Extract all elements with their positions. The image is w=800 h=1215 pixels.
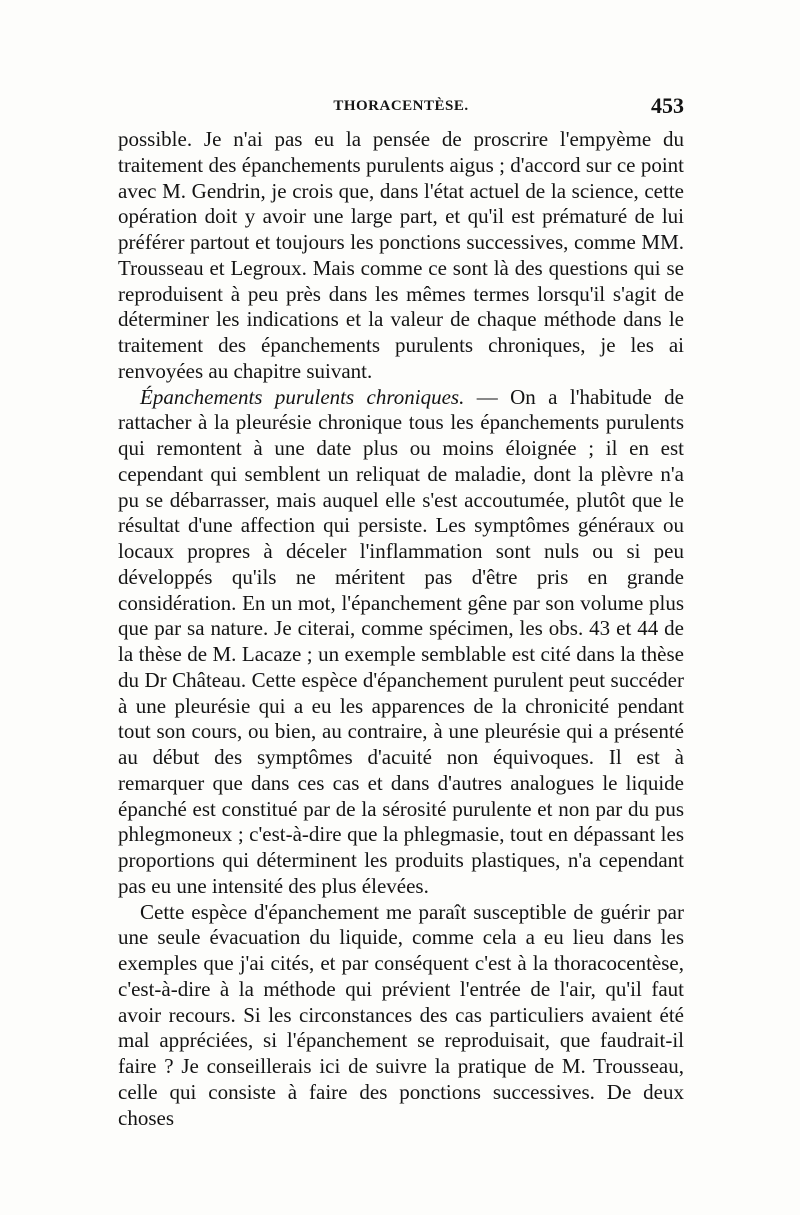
paragraph-epanchements-chroniques [118,385,684,900]
section-title-epanchements-chroniques: Épanchements purulents chroniques. [140,384,465,409]
page-number: 453 [651,93,684,118]
running-header [118,94,684,118]
paragraph-empyeme: possible. Je n'ai pas eu la pensée de proscrire l'empyème du traitement des épanchements purulents aigus ; d'accord sur ce point avec M. Gendrin, je crois que, dans l'état actuel de la science, cette opération doit y avoir une large part, et qu'il est prématuré de lui préférer partout et toujours les ponctions successives, comme MM. Trousseau et Legroux. Mais comme ce sont là des questions qui se reproduisent à peu près dans les mêmes termes lorsqu'il s'agit de déterminer les indications et la valeur de chaque méthode dans le traitement des épanchements purulents chroniques, je les ai renvoyées au chapitre suivant. [118,127,684,383]
body-text [118,127,684,1131]
paragraph-evacuation: Cette espèce d'épanchement me paraît susceptible de guérir par une seule évacuation du liquide, comme cela a eu lieu dans les exemples que j'ai cités, et par conséquent c'est à la thoracocentèse, c'est-à-dire à la méthode qui prévient l'entrée de l'air, qu'il faut avoir recours. Si les circonstances des cas particuliers avaient été mal appréciées, si l'épanchement se reproduisait, que faudrait-il faire ? Je conseillerais ici de suivre la pratique de M. Trousseau, celle qui consiste à faire des ponctions successives. De deux choses [118,899,684,1130]
paragraph-epanchements-chroniques-text: — On a l'habitude de rattacher à la pleurésie chronique tous les épanchements purulents qui remontent à une date plus ou moins éloignée ; il en est cependant qui semblent un reliquat de maladie, dont la plèvre n'a pu se débarrasser, mais auquel elle s'est accoutumée, plutôt que le résultat d'une affection qui persiste. Les symptômes généraux ou locaux propres à déceler l'inflammation sont nuls ou si peu développés qu'ils ne méritent pas d'être pris en grande considération. En un mot, l'épanchement gêne par son volume plus que par sa nature. Je citerai, comme spécimen, les obs. 43 et 44 de la thèse de M. Lacaze ; un exemple semblable est cité dans la thèse du Dr Château. Cette espèce d'épanchement purulent peut succéder à une pleurésie qui a eu les apparences de la chronicité pendant tout son cours, ou bien, au contraire, à une pleurésie qui a présenté au début des symptômes d'acuité non équivoques. Il est à remarquer que dans ces cas et dans d'autres analogues le liquide épanché est constitué par de la sérosité purulente et non par du pus phlegmoneux ; c'est-à-dire que la phlegmasie, tout en dépassant les proportions qui déterminent les produits plastiques, n'a cependant pas eu une intensité des plus élevées. [118,384,684,898]
running-title: THORACENTÈSE. [333,98,469,114]
